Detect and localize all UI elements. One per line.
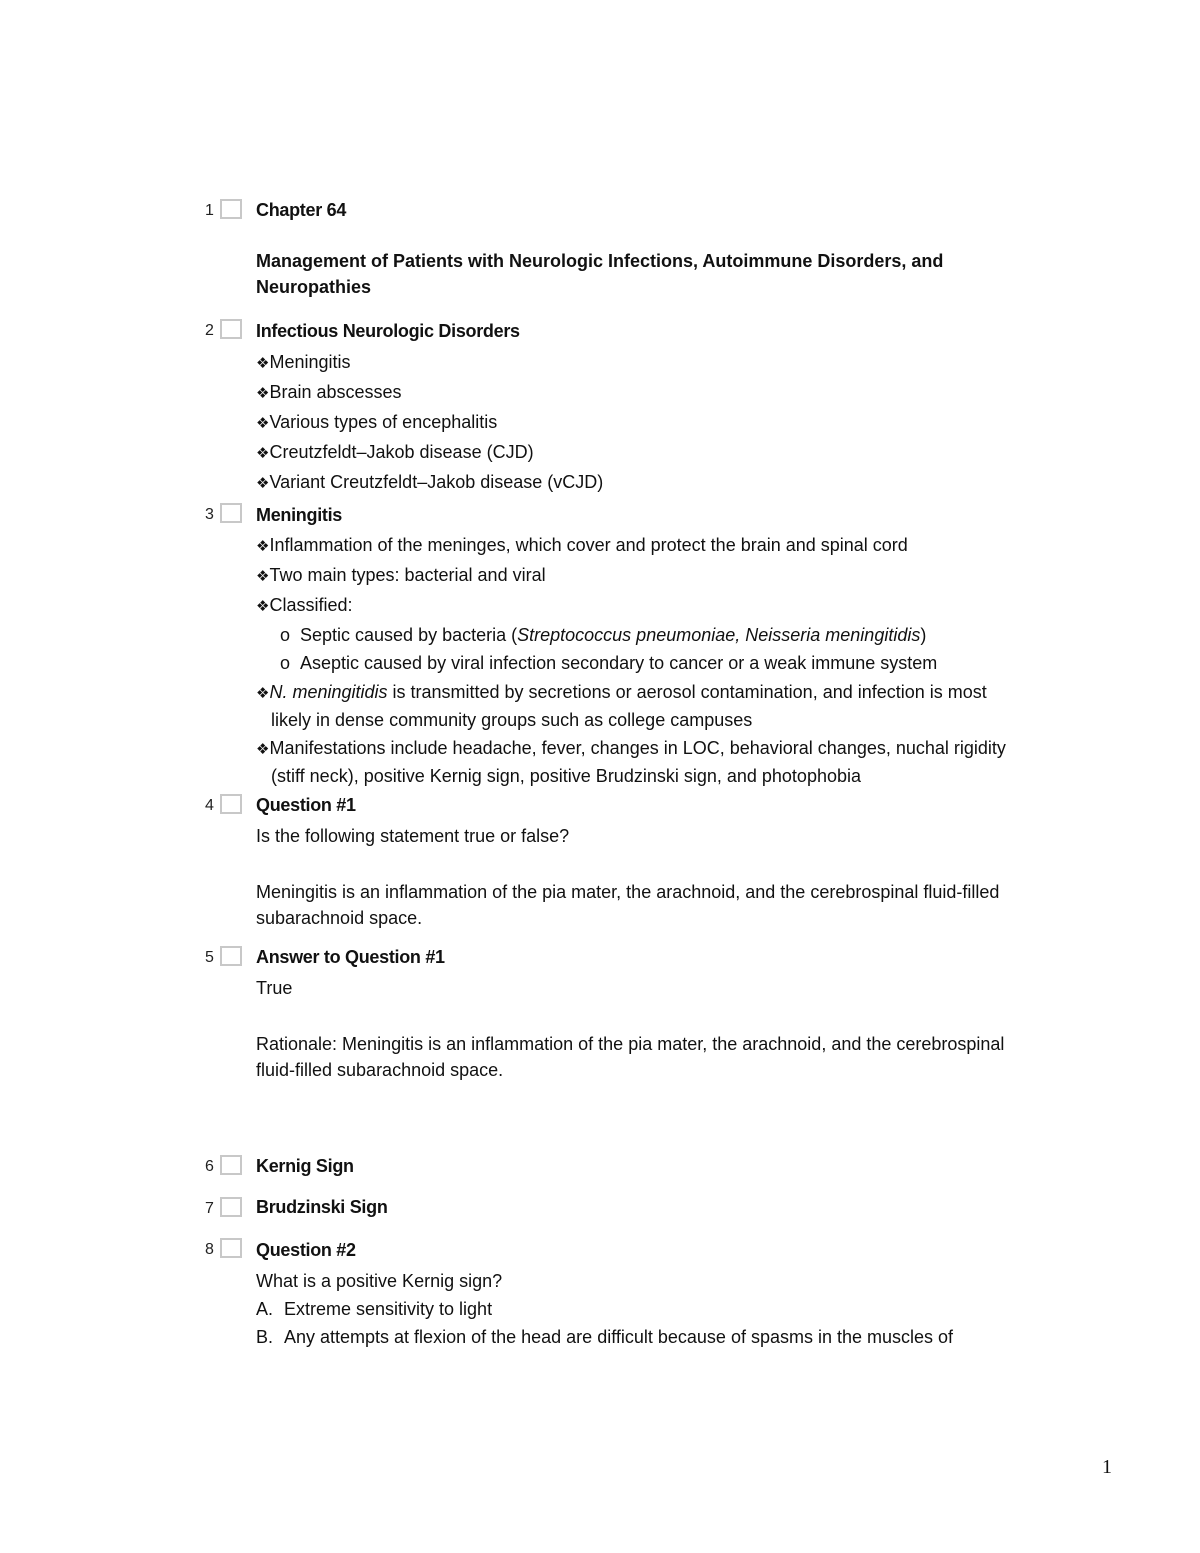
bullet-item: ❖Various types of encephalitis	[256, 412, 498, 432]
slide-thumbnail-checkbox[interactable]	[220, 503, 242, 523]
statement-text: Meningitis is an inflammation of the pia mater, the arachnoid, and the cerebrospinal fluid-filled subarachnoid space.	[256, 882, 1000, 928]
slide-number: 7	[205, 1200, 214, 1217]
rationale-text: Rationale: Meningitis is an inflammation of the pia mater, the arachnoid, and the cerebrospinal fluid-filled subarachnoid space.	[256, 1034, 1005, 1080]
slide-thumbnail-checkbox[interactable]	[220, 1238, 242, 1258]
slide-title: Infectious Neurologic Disorders	[256, 321, 520, 341]
slide-title: Brudzinski Sign	[256, 1197, 388, 1217]
question-text: Is the following statement true or false?	[256, 826, 570, 846]
page-number: 1	[1102, 1456, 1112, 1478]
slide-number: 3	[205, 506, 214, 523]
bullet-item: ❖Manifestations include headache, fever, changes in LOC, behavioral changes, nuchal rigidity (stiff neck), positive Kernig sign, positive Brudzinski sign, and photophobia	[256, 738, 1006, 786]
slide-number: 5	[205, 949, 214, 966]
bullet-item: ❖Inflammation of the meninges, which cover and protect the brain and spinal cord	[256, 535, 908, 555]
slide-thumbnail-checkbox[interactable]	[220, 319, 242, 339]
slide-title: Question #2	[256, 1240, 356, 1260]
slide-title: Answer to Question #1	[256, 947, 445, 967]
bullet-item: ❖Creutzfeldt–Jakob disease (CJD)	[256, 442, 534, 462]
slide-title: Meningitis	[256, 505, 342, 525]
slide-number: 8	[205, 1241, 214, 1258]
slide-number: 4	[205, 797, 214, 814]
slide-title: Chapter 64	[256, 200, 347, 220]
slide-number: 6	[205, 1158, 214, 1175]
answer-option-a: A. Extreme sensitivity to light	[256, 1299, 493, 1319]
sub-bullet-item: o Aseptic caused by viral infection secondary to cancer or a weak immune system	[280, 653, 938, 673]
slide-number: 1	[205, 202, 214, 219]
bullet-item: ❖Meningitis	[256, 352, 351, 372]
slide-title: Question #1	[256, 795, 356, 815]
slide-thumbnail-checkbox[interactable]	[220, 946, 242, 966]
question-text: What is a positive Kernig sign?	[256, 1271, 503, 1291]
bullet-item: ❖Brain abscesses	[256, 382, 402, 402]
answer-text: True	[256, 978, 293, 998]
slide-title: Kernig Sign	[256, 1156, 354, 1176]
bullet-item: ❖Variant Creutzfeldt–Jakob disease (vCJD)	[256, 472, 604, 492]
slide-subtitle: Management of Patients with Neurologic Infections, Autoimmune Disorders, and Neuropathies	[256, 251, 944, 297]
bullet-item: ❖Two main types: bacterial and viral	[256, 565, 546, 585]
slide-thumbnail-checkbox[interactable]	[220, 1155, 242, 1175]
answer-option-b: B. Any attempts at flexion of the head are difficult because of spasms in the muscles of	[256, 1327, 954, 1347]
slide-thumbnail-checkbox[interactable]	[220, 1197, 242, 1217]
slide-thumbnail-checkbox[interactable]	[220, 794, 242, 814]
slide-number: 2	[205, 322, 214, 339]
sub-bullet-item: o Septic caused by bacteria (Streptococcus pneumoniae, Neisseria meningitidis)	[280, 625, 927, 645]
bullet-item: ❖Classified:	[256, 595, 353, 615]
bullet-item: ❖N. meningitidis is transmitted by secretions or aerosol contamination, and infection is most likely in dense community groups such as college campuses	[256, 682, 987, 730]
slide-thumbnail-checkbox[interactable]	[220, 199, 242, 219]
